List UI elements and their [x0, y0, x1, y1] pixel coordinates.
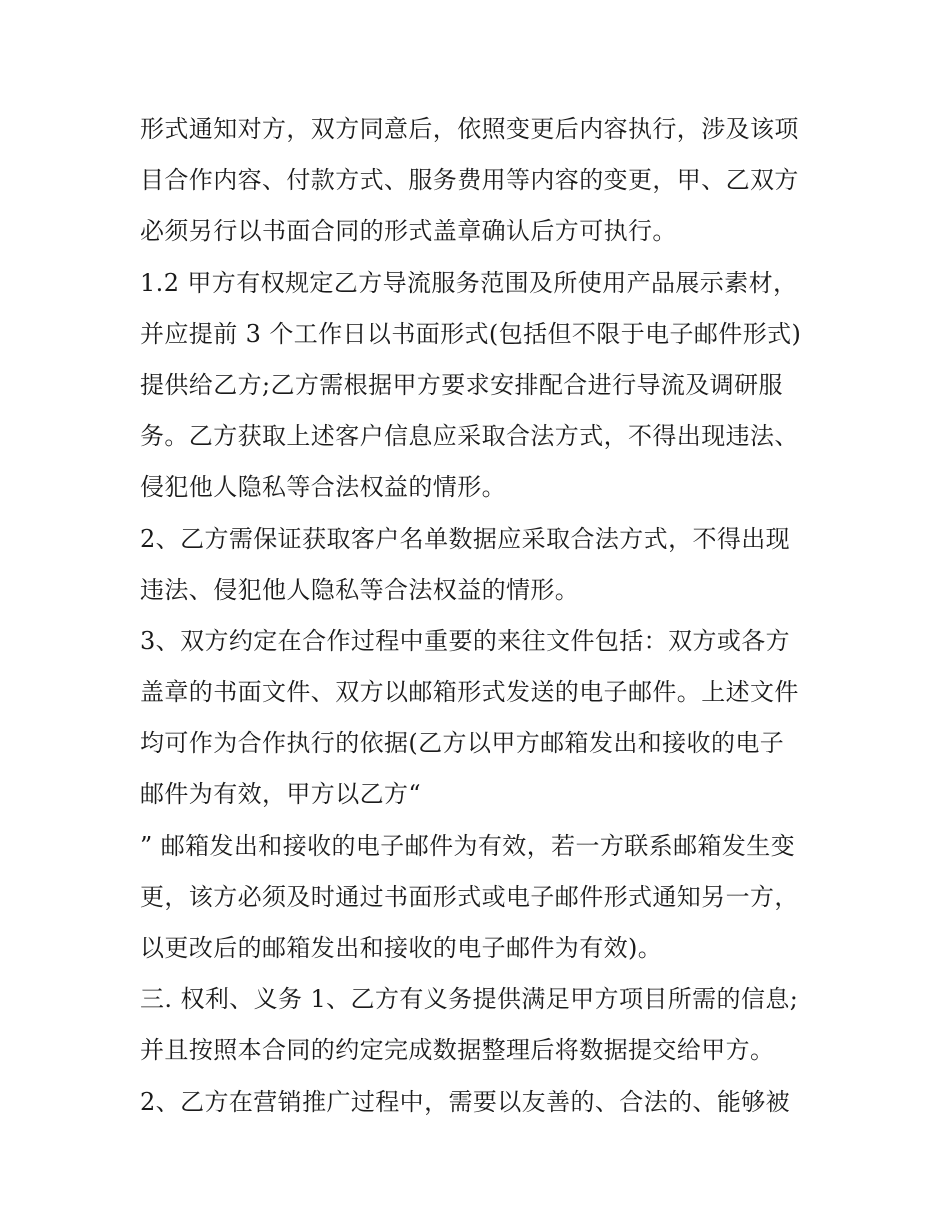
section-3-heading-line: 三. 权利、义务 1、乙方有义务提供满足甲方项目所需的信息;: [140, 985, 799, 1014]
clause-3-line: 3、双方约定在合作过程中重要的来往文件包括：双方或各方: [140, 626, 791, 655]
clause-2-line: 2、乙方需保证获取客户名单数据应采取合法方式，不得出现: [140, 524, 791, 553]
text-line: 务。乙方获取上述客户信息应采取合法方式，不得出现违法、: [140, 422, 799, 451]
text-line: 并且按照本合同的约定完成数据整理后将数据提交给甲方。: [140, 1036, 775, 1065]
contract-text-body: [140, 104, 820, 1128]
text-line: 必须另行以书面合同的形式盖章确认后方可执行。: [140, 217, 677, 246]
text-line: 盖章的书面文件、双方以邮箱形式发送的电子邮件。上述文件: [140, 678, 799, 707]
text-line: 均可作为合作执行的依据(乙方以甲方邮箱发出和接收的电子: [140, 729, 785, 758]
text-line: 以更改后的邮箱发出和接收的电子邮件为有效)。: [140, 934, 663, 962]
section-3-clause-2-line: 2、乙方在营销推广过程中，需要以友善的、合法的、能够被: [140, 1087, 791, 1116]
text-line: 违法、侵犯他人隐私等合法权益的情形。: [140, 575, 580, 604]
text-line: 形式通知对方，双方同意后，依照变更后内容执行，涉及该项: [140, 115, 799, 143]
text-line: 目合作内容、付款方式、服务费用等内容的变更，甲、乙双方: [140, 166, 799, 195]
clause-1-2-line: 1.2 甲方有权规定乙方导流服务范围及所使用产品展示素材，: [140, 268, 798, 297]
text-line: 并应提前 3 个工作日以书面形式(包括但不限于电子邮件形式): [140, 319, 802, 348]
text-line: 提供给乙方;乙方需根据甲方要求安排配合进行导流及调研服: [140, 370, 783, 399]
text-line: 侵犯他人隐私等合法权益的情形。: [140, 473, 506, 502]
text-line: 更，该方必须及时通过书面形式或电子邮件形式通知另一方，: [140, 882, 799, 911]
text-line: 邮件为有效，甲方以乙方“: [140, 780, 422, 809]
text-line: ” 邮箱发出和接收的电子邮件为有效，若一方联系邮箱发生变: [140, 831, 796, 860]
